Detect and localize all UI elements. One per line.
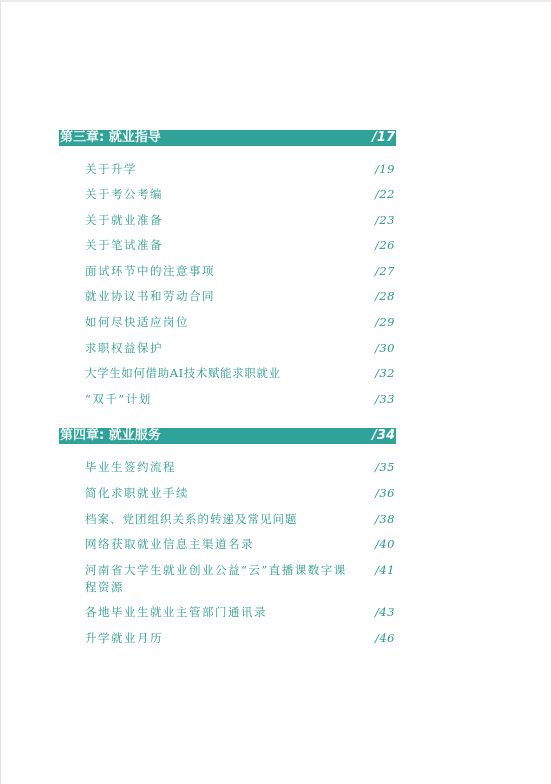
toc-entry-page: /41 bbox=[374, 563, 395, 577]
toc-entry-title: 网络获取就业信息主渠道名录 bbox=[85, 537, 254, 551]
toc-entry-page: /19 bbox=[374, 162, 395, 176]
toc-entry-title: 关于就业准备 bbox=[85, 213, 163, 227]
chapter-heading-3[interactable] bbox=[59, 130, 396, 146]
toc-entry-page: /29 bbox=[374, 315, 395, 329]
toc-entry-page: /36 bbox=[374, 486, 395, 500]
toc-entry-title: 档案、党团组织关系的转递及常见问题 bbox=[85, 512, 298, 526]
toc-entry-page: /35 bbox=[374, 460, 395, 474]
chapter-title: 第四章: 就业服务 bbox=[60, 428, 161, 443]
toc-entry-page: /43 bbox=[374, 605, 395, 619]
toc-entry-title: 面试环节中的注意事项 bbox=[85, 264, 215, 278]
toc-entry-title: 关于笔试准备 bbox=[85, 238, 163, 252]
page-top-edge bbox=[0, 0, 551, 2]
page-left-edge bbox=[0, 0, 1, 784]
toc-entry-title: 简化求职就业手续 bbox=[85, 486, 189, 500]
toc-entry-title: 毕业生签约流程 bbox=[85, 460, 176, 474]
chapter-page: /34 bbox=[372, 428, 395, 443]
toc-entry-title: 河南省大学生就业创业公益“云”直播课数字课程资源 bbox=[85, 563, 347, 594]
toc-entry-page: /30 bbox=[374, 341, 395, 355]
toc-entry-title: 关于升学 bbox=[85, 162, 137, 176]
toc-entry-page: /22 bbox=[374, 187, 395, 201]
chapter-title: 第三章: 就业指导 bbox=[60, 130, 161, 145]
toc-entry-title: 各地毕业生就业主管部门通讯录 bbox=[85, 605, 267, 619]
toc-entry-page: /32 bbox=[374, 366, 395, 380]
toc-entry-page: /38 bbox=[374, 512, 395, 526]
toc-entry-page: /28 bbox=[374, 289, 395, 303]
toc-entry-page: /27 bbox=[374, 264, 395, 278]
chapter-heading-4[interactable] bbox=[59, 428, 396, 444]
toc-entry-page: /23 bbox=[374, 213, 395, 227]
toc-entry-page: /40 bbox=[374, 537, 395, 551]
chapter-page: /17 bbox=[372, 130, 395, 145]
toc-entry-title: 就业协议书和劳动合同 bbox=[85, 289, 215, 303]
toc-entry-page: /33 bbox=[374, 392, 395, 406]
toc-entry-title: 升学就业月历 bbox=[85, 631, 163, 645]
toc-entry-page: /26 bbox=[374, 238, 395, 252]
toc-entry-title: 关于考公考编 bbox=[85, 187, 163, 201]
toc-entry-title: “双千”计划 bbox=[85, 392, 152, 406]
toc-entry-title: 如何尽快适应岗位 bbox=[85, 315, 189, 329]
toc-entry-page: /46 bbox=[374, 631, 395, 645]
toc-entry-title: 求职权益保护 bbox=[85, 341, 163, 355]
toc-entry-title: 大学生如何借助AI技术赋能求职就业 bbox=[85, 366, 281, 380]
